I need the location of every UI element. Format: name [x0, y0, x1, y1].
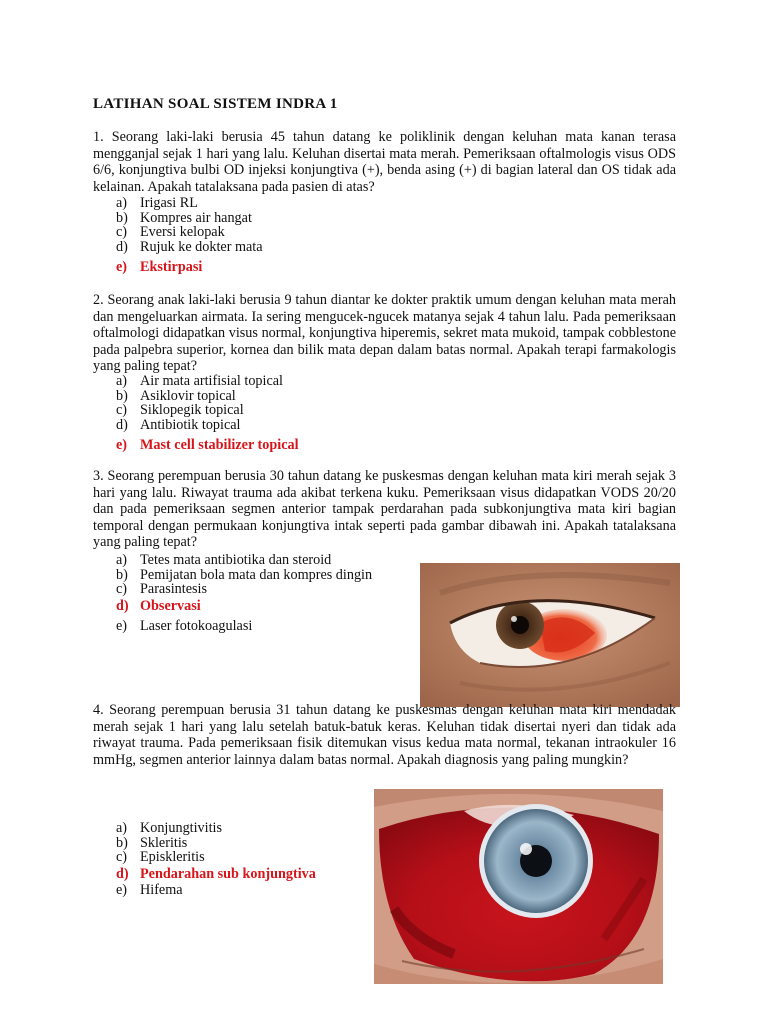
- question-3-text: 3. Seorang perempuan berusia 30 tahun datang ke puskesmas dengan keluhan mata kiri merah sejak 3 hari yang lalu. Riwayat trauma ada akibat terkena kuku. Pemeriksaan visus didapatkan VODS 20/20 dan pada pemeriksaan segmen anterior tampak perdarahan pada subkonjungtiva mata kiri bagian temporal dengan permukaan konjungtiva intak seperti pada gambar dibawah ini. Apakah tatalaksana yang paling tepat?: [93, 468, 676, 551]
- option-2a[interactable]: a) Air mata artifisial topical: [116, 373, 284, 389]
- question-1-options: [116, 196, 263, 276]
- option-3e[interactable]: e) Laser fotokoagulasi: [116, 617, 253, 634]
- page-title: LATIHAN SOAL SISTEM INDRA 1: [93, 96, 338, 112]
- option-3c[interactable]: c) Parasintesis: [116, 581, 207, 598]
- option-2b[interactable]: b) Asiklovir topical: [116, 387, 236, 404]
- option-1e-answer[interactable]: e) Ekstirpasi: [116, 259, 203, 276]
- option-3d-answer[interactable]: d) Observasi: [116, 597, 201, 614]
- option-4e[interactable]: e) Hifema: [116, 881, 183, 898]
- option-4d-answer[interactable]: d) Pendarahan sub konjungtiva: [116, 865, 316, 882]
- option-2e-answer[interactable]: e) Mast cell stabilizer topical: [116, 437, 299, 454]
- option-4a[interactable]: a) Konjungtivitis: [116, 820, 222, 836]
- option-1a[interactable]: a) Irigasi RL: [116, 195, 198, 211]
- option-3a[interactable]: a) Tetes mata antibiotika dan steroid: [116, 552, 332, 568]
- option-1c[interactable]: c) Eversi kelopak: [116, 224, 225, 241]
- subconjunctival-hemorrhage-photo-2: [374, 789, 663, 984]
- option-2c[interactable]: c) Siklopegik topical: [116, 402, 244, 419]
- option-1d[interactable]: d) Rujuk ke dokter mata: [116, 238, 263, 255]
- option-4b[interactable]: b) Skleritis: [116, 834, 188, 851]
- question-1-text: 1. Seorang laki-laki berusia 45 tahun datang ke poliklinik dengan keluhan mata kanan terasa mengganjal sejak 1 hari yang lalu. Keluhan disertai mata merah. Pemeriksaan oftalmologis visus ODS 6/6, konjungtiva bulbi OD injeksi konjungtiva (+), benda asing (+) di bagian lateral dan OS tidak ada kelainan. Apakah tatalaksana pada pasien di atas?: [93, 129, 676, 195]
- question-4-options: [116, 821, 316, 897]
- subconjunctival-hemorrhage-photo-1: [420, 563, 680, 707]
- option-2d[interactable]: d) Antibiotik topical: [116, 416, 241, 433]
- question-3-options: [116, 553, 372, 633]
- question-4-text: 4. Seorang perempuan berusia 31 tahun datang ke puskesmas dengan keluhan mata kiri mendadak merah sejak 1 hari yang lalu setelah batuk-batuk keras. Keluhan tidak disertai nyeri dan tidak ada riwayat trauma. Pada pemeriksaan fisik ditemukan visus kedua mata normal, tekanan intraokuler 16 mmHg, segmen anterior lainnya dalam batas normal. Apakah diagnosis yang paling mungkin?: [93, 702, 676, 768]
- question-2-text: 2. Seorang anak laki-laki berusia 9 tahun diantar ke dokter praktik umum dengan keluhan mata merah dan mengeluarkan airmata. Ia sering mengucek-ngucek matanya sejak 4 tahun lalu. Pada pemeriksaan oftalmologi didapatkan visus normal, konjungtiva hiperemis, sekret mata mukoid, tampak cobblestone pada palpebra superior, kornea dan bilik mata depan dalam batas normal. Apakah terapi farmakologis yang paling tepat?: [93, 292, 676, 375]
- option-4c[interactable]: c) Episkleritis: [116, 849, 205, 866]
- option-3b[interactable]: b) Pemijatan bola mata dan kompres dingin: [116, 566, 373, 583]
- option-1b[interactable]: b) Kompres air hangat: [116, 209, 252, 226]
- question-2-options: [116, 374, 299, 454]
